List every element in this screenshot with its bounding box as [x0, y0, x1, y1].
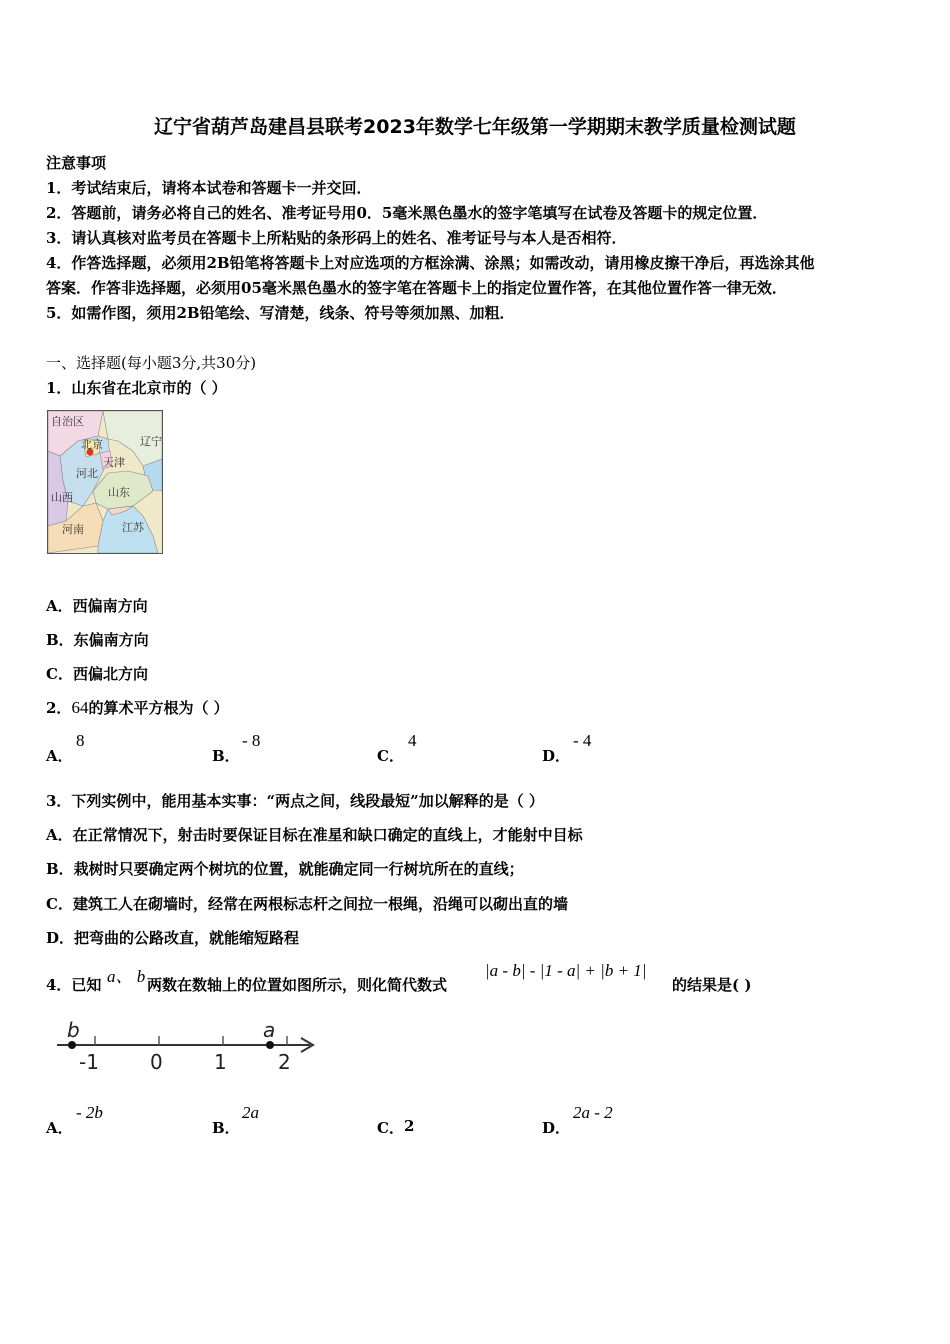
option-label[interactable]: C．	[377, 1119, 404, 1137]
option-c[interactable]: C．西偏北方向	[46, 665, 148, 683]
map-label: 江苏	[122, 521, 144, 534]
math-expression: |a - b| - |1 - a| + |b + 1|	[485, 961, 647, 980]
map-label: 辽宁	[140, 435, 162, 448]
tick-label: 1	[214, 1050, 227, 1074]
point-label: b	[67, 1018, 80, 1042]
point-b	[68, 1041, 76, 1049]
section-heading: 一、选择题(每小题3分,共30分)	[46, 354, 257, 372]
question-text: 的结果是( )	[672, 976, 752, 994]
tick-label: -1	[79, 1050, 99, 1074]
option-label[interactable]: D．	[542, 747, 571, 765]
map-label: 自治区	[51, 415, 84, 428]
map-label: 天津	[103, 456, 125, 469]
option-label[interactable]: A．	[46, 747, 73, 765]
option-value: - 8	[242, 731, 261, 750]
map-label: 山西	[51, 491, 73, 504]
option-value: 4	[408, 731, 417, 750]
option-label[interactable]: B．	[212, 747, 240, 765]
question-3-stem: 3．下列实例中，能用基本实事：“两点之间，线段最短”加以解释的是（ ）	[46, 792, 544, 810]
option-value: - 4	[573, 731, 592, 750]
region-map	[47, 410, 163, 554]
option-label[interactable]: C．	[377, 747, 404, 765]
option-b[interactable]: B．栽树时只要确定两个树坑的位置，就能确定同一行树坑所在的直线；	[46, 860, 524, 878]
option-value: - 2b	[76, 1103, 103, 1122]
question-number: 2．	[46, 699, 72, 717]
notice-item: 答案．作答非选择题，必须用05毫米黑色墨水的签字笔在答题卡上的指定位置作答，在其他位置作答一律无效．	[46, 279, 787, 297]
option-c[interactable]: C．建筑工人在砌墙时，经常在两根标志杆之间拉一根绳，沿绳可以砌出直的墙	[46, 895, 568, 913]
question-1-stem: 1．山东省在北京市的（ ）	[46, 379, 227, 397]
notice-item: 1．考试结束后，请将本试卷和答题卡一并交回．	[46, 179, 372, 197]
option-d[interactable]: D．把弯曲的公路改直，就能缩短路程	[46, 929, 300, 947]
notice-item: 2．答题前，请务必将自己的姓名、准考证号用0．5毫米黑色墨水的签字笔填写在试卷及答题卡的规定位置．	[46, 204, 768, 222]
point-a	[266, 1041, 274, 1049]
option-a[interactable]: A．在正常情况下，射击时要保证目标在准星和缺口确定的直线上，才能射中目标	[46, 826, 583, 844]
notice-item: 3．请认真核对监考员在答题卡上所粘贴的条形码上的姓名、准考证号与本人是否相符．	[46, 229, 627, 247]
notice-heading: 注意事项	[46, 154, 107, 172]
map-label: 河南	[62, 523, 84, 536]
option-value: 2a - 2	[573, 1103, 613, 1122]
notice-item: 4．作答选择题，必须用2B铅笔将答题卡上对应选项的方框涂满、涂黑；如需改动，请用橡皮擦干净后，再选涂其他	[46, 254, 815, 272]
map-label: 北京	[81, 438, 103, 451]
option-label[interactable]: D．	[542, 1119, 571, 1137]
option-value: 8	[76, 731, 85, 750]
tick-label: 0	[150, 1050, 163, 1074]
question-4-stem: 4．已知	[46, 976, 102, 994]
tick-label: 2	[278, 1050, 291, 1074]
page-title: 辽宁省葫芦岛建昌县联考2023年数学七年级第一学期期末教学质量检测试题	[154, 116, 796, 138]
map-label: 河北	[76, 467, 98, 480]
map-label: 山东	[108, 486, 130, 499]
math-expression: 64	[71, 698, 89, 717]
point-label: a	[263, 1018, 276, 1042]
math-expression: a、 b	[107, 967, 146, 986]
option-b[interactable]: B．东偏南方向	[46, 631, 149, 649]
notice-item: 5．如需作图，须用2B铅笔绘、写清楚，线条、符号等须加黑、加粗．	[46, 304, 515, 322]
option-a[interactable]: A．西偏南方向	[46, 597, 148, 615]
option-label[interactable]: A．	[46, 1119, 73, 1137]
question-text: 两数在数轴上的位置如图所示，则化简代数式	[147, 976, 448, 994]
option-value: 2a	[242, 1103, 259, 1122]
question-text: 的算术平方根为（ ）	[88, 699, 229, 717]
option-value: 2	[404, 1117, 415, 1135]
number-line	[55, 1017, 325, 1081]
option-label[interactable]: B．	[212, 1119, 240, 1137]
question-2-stem	[46, 697, 229, 718]
